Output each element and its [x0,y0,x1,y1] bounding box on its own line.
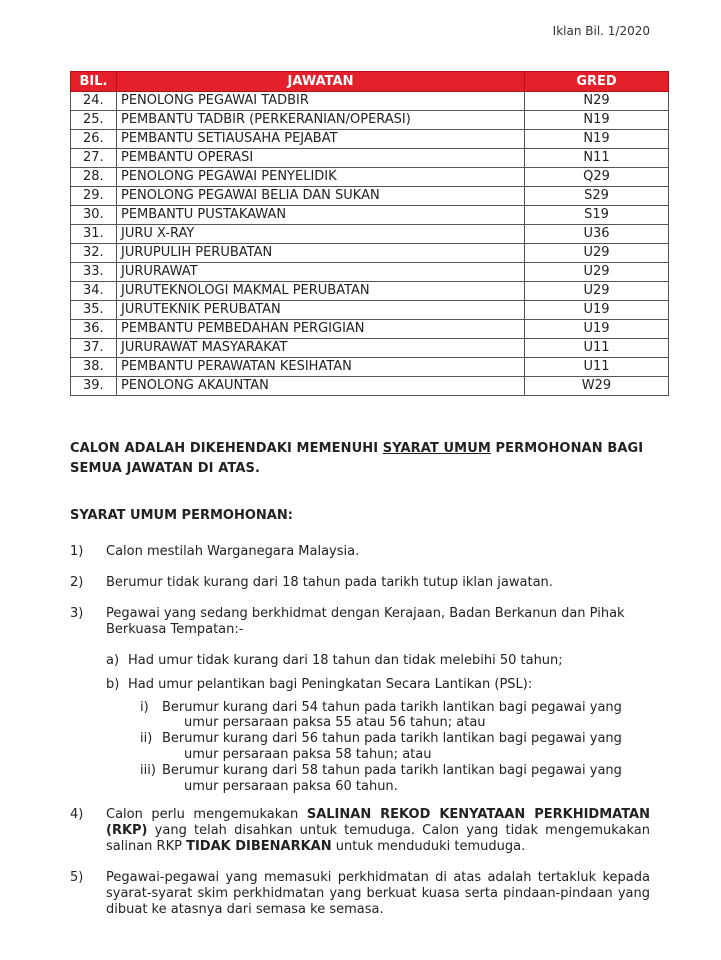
notice-underlined-text: SYARAT UMUM [382,441,491,456]
item-4-text-part1: Calon perlu mengemukakan [106,807,307,822]
roman-i-label: i) [140,700,149,715]
item-3-text: Pegawai yang sedang berkhidmat dengan Kerajaan, Badan Berkanun dan Pihak Berkuasa Tempatan:- [106,606,625,637]
cell-grade: U36 [525,225,669,244]
cell-number: 37. [71,339,117,358]
cell-grade: U19 [525,320,669,339]
cell-number: 24. [71,92,117,111]
positions-table [70,71,669,396]
cell-post: PENOLONG PEGAWAI BELIA DAN SUKAN [117,187,525,206]
table-row [71,225,669,244]
table-row [71,320,669,339]
table-row [71,244,669,263]
cell-number: 32. [71,244,117,263]
cell-post: JURUTEKNIK PERUBATAN [117,301,525,320]
cell-grade: U11 [525,358,669,377]
table-row [71,187,669,206]
cell-post: JURUTEKNOLOGI MAKMAL PERUBATAN [117,282,525,301]
item-2-number: 2) [70,575,84,590]
item-3b-text: Had umur pelantikan bagi Peningkatan Secara Lantikan (PSL): [128,677,533,692]
cell-grade: S29 [525,187,669,206]
cell-number: 34. [71,282,117,301]
cell-grade: U29 [525,244,669,263]
table-row [71,206,669,225]
table-row [71,263,669,282]
item-4-number: 4) [70,807,84,822]
cell-number: 35. [71,301,117,320]
cell-grade: U29 [525,263,669,282]
table-row [71,92,669,111]
cell-post: JURU X-RAY [117,225,525,244]
cell-post: PEMBANTU TADBIR (PERKERANIAN/OPERASI) [117,111,525,130]
cell-post: PENOLONG AKAUNTAN [117,377,525,396]
cell-number: 33. [71,263,117,282]
table-row [71,111,669,130]
roman-ii-line1: Berumur kurang dari 56 tahun pada tarikh lantikan bagi pegawai yang [162,731,622,746]
requirements-heading: SYARAT UMUM PERMOHONAN: [70,508,293,523]
roman-ii-line2: umur persaraan paksa 58 tahun; atau [184,747,432,762]
item-1-text: Calon mestilah Warganegara Malaysia. [106,544,360,559]
cell-post: JURURAWAT [117,263,525,282]
column-header-post: JAWATAN [117,72,525,92]
item-3-number: 3) [70,606,84,621]
item-5-text: Pegawai-pegawai yang memasuki perkhidmatan di atas adalah tertakluk kepada syarat-syarat skim perkhidmatan yang berkuat kuasa serta pindaan-pindaan yang dibuat ke atasnya dari semasa ke semasa. [106,870,650,917]
item-4-bold-rkp: SALINAN REKOD KENYATAAN PERKHIDMATAN (RKP) [106,807,650,838]
cell-number: 30. [71,206,117,225]
item-4-text-part2: yang telah disahkan untuk temuduga. Calon yang tidak mengemukakan salinan RKP [106,823,650,854]
cell-number: 28. [71,168,117,187]
positions-table-body [71,92,669,396]
table-row [71,377,669,396]
notice-text-start: CALON ADALAH DIKEHENDAKI MEMENUHI [70,441,383,456]
item-4-text-part3: untuk menduduki temuduga. [331,839,526,854]
item-1-number: 1) [70,544,84,559]
cell-grade: N29 [525,92,669,111]
table-header-row [71,72,669,92]
cell-grade: S19 [525,206,669,225]
cell-number: 26. [71,130,117,149]
notice-text-end: PERMOHONAN BAGI SEMUA JAWATAN DI ATAS. [70,441,644,476]
cell-post: JURUPULIH PERUBATAN [117,244,525,263]
column-header-grade: GRED [525,72,669,92]
table-row [71,168,669,187]
cell-post: PEMBANTU PERAWATAN KESIHATAN [117,358,525,377]
item-3a-label: a) [106,653,120,668]
roman-ii-label: ii) [140,731,153,746]
cell-number: 29. [71,187,117,206]
cell-post: PENOLONG PEGAWAI TADBIR [117,92,525,111]
item-3b-label: b) [106,677,120,692]
cell-grade: U29 [525,282,669,301]
item-4-text [106,807,650,855]
cell-post: PEMBANTU OPERASI [117,149,525,168]
cell-number: 36. [71,320,117,339]
cell-number: 31. [71,225,117,244]
advert-reference: Iklan Bil. 1/2020 [552,24,650,38]
cell-post: JURURAWAT MASYARAKAT [117,339,525,358]
table-row [71,130,669,149]
roman-iii-line1: Berumur kurang dari 58 tahun pada tarikh lantikan bagi pegawai yang [162,763,622,778]
roman-iii-line2: umur persaraan paksa 60 tahun. [184,779,398,794]
roman-iii-label: iii) [140,763,156,778]
table-row [71,149,669,168]
cell-number: 27. [71,149,117,168]
cell-grade: N11 [525,149,669,168]
item-5-number: 5) [70,870,84,885]
table-row [71,339,669,358]
roman-i-line2: umur persaraan paksa 55 atau 56 tahun; atau [184,715,486,730]
cell-post: PENOLONG PEGAWAI PENYELIDIK [117,168,525,187]
cell-grade: N19 [525,130,669,149]
cell-grade: Q29 [525,168,669,187]
item-3a-text: Had umur tidak kurang dari 18 tahun dan tidak melebihi 50 tahun; [128,653,563,668]
cell-number: 25. [71,111,117,130]
cell-grade: U11 [525,339,669,358]
table-row [71,282,669,301]
cell-number: 38. [71,358,117,377]
eligibility-notice [70,439,650,479]
cell-number: 39. [71,377,117,396]
table-row [71,358,669,377]
column-header-no: BIL. [71,72,117,92]
item-2-text: Berumur tidak kurang dari 18 tahun pada tarikh tutup iklan jawatan. [106,575,553,590]
cell-post: PEMBANTU SETIAUSAHA PEJABAT [117,130,525,149]
roman-i-line1: Berumur kurang dari 54 tahun pada tarikh lantikan bagi pegawai yang [162,700,622,715]
cell-post: PEMBANTU PUSTAKAWAN [117,206,525,225]
cell-grade: U19 [525,301,669,320]
cell-grade: N19 [525,111,669,130]
item-4-bold-not-allowed: TIDAK DIBENARKAN [186,839,332,854]
cell-grade: W29 [525,377,669,396]
cell-post: PEMBANTU PEMBEDAHAN PERGIGIAN [117,320,525,339]
table-row [71,301,669,320]
